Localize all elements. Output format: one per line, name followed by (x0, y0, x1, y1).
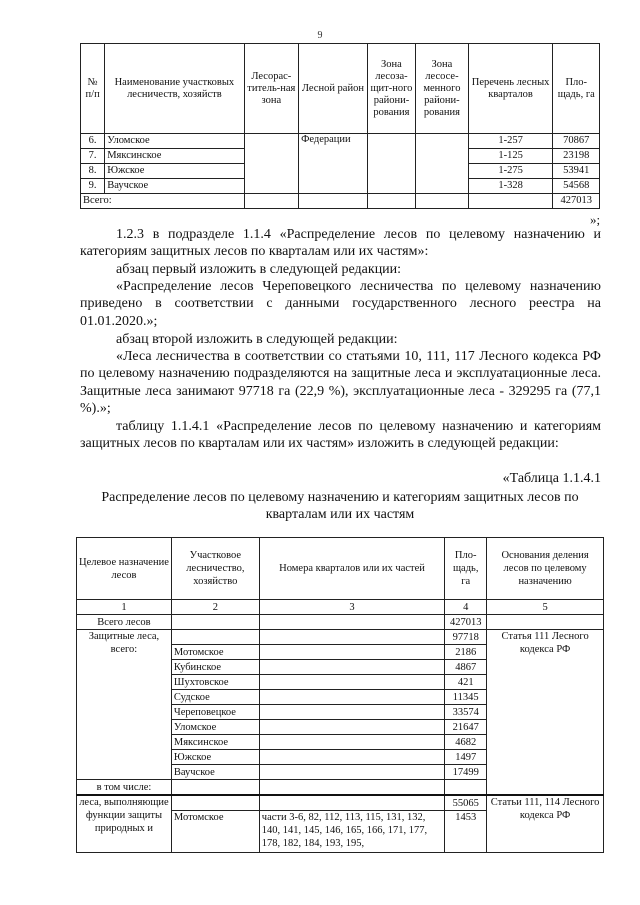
row-district: Федерации (299, 134, 368, 194)
table-total-row (81, 194, 600, 209)
col-number: 5 (487, 600, 604, 615)
header-purpose: Целевое назначение лесов (77, 538, 172, 600)
total-label: Всего: (81, 194, 245, 209)
paragraph-4: абзац второй изложить в следующей редакции: (116, 332, 398, 347)
district-area: 11345 (445, 690, 487, 705)
header-seed-zone: Зона лесосе-менного райони-рования (416, 44, 469, 134)
empty-cell (259, 690, 444, 705)
quarters-list: части 3-6, 82, 112, 113, 115, 131, 132, 140, 141, 145, 146, 165, 166, 171, 177, 178, 182, 184, 193, 195, (259, 811, 444, 853)
table-title: Распределение лесов по целевому назначению и категориям защитных лесов по кварталам или их частям (101, 490, 579, 523)
row-zone (244, 134, 299, 194)
empty-cell (416, 194, 469, 209)
row-name: Южское (105, 164, 244, 179)
empty-cell (259, 780, 444, 796)
row-area: 70867 (553, 134, 600, 149)
empty-cell (487, 615, 604, 630)
empty-cell (259, 615, 444, 630)
empty-cell (259, 720, 444, 735)
quote-end: »; (590, 212, 601, 227)
empty-cell (171, 780, 259, 796)
protective-label: Защитные леса, всего: (77, 630, 172, 780)
row-quarters: 1-257 (468, 134, 553, 149)
header-protect-zone: Зона лесоза-щит-ного райони-рования (367, 44, 415, 134)
table-row (81, 134, 600, 149)
table-label: «Таблица 1.1.4.1 (502, 471, 601, 486)
protective-area: 97718 (445, 630, 487, 645)
empty-cell (171, 630, 259, 645)
district-name: Кубинское (171, 660, 259, 675)
district-name: Мотомское (171, 645, 259, 660)
row-num: 6. (81, 134, 105, 149)
paragraph-1: 1.2.3 в подразделе 1.1.4 «Распределение лесов по целевому назначению и категориям защитных лесов по кварталам или их частям»: (80, 227, 601, 260)
district-area: 17499 (445, 765, 487, 780)
header-quarters: Номера кварталов или их частей (259, 538, 444, 600)
header-district: Лесной район (299, 44, 368, 134)
nature-total-row (77, 795, 604, 811)
row-quarters: 1-328 (468, 179, 553, 194)
row-protect-zone (367, 134, 415, 194)
total-area: 427013 (445, 615, 487, 630)
row-area: 54568 (553, 179, 600, 194)
district-area: 4682 (445, 735, 487, 750)
row-area: 23198 (553, 149, 600, 164)
header-zone: Лесорас-титель-ная зона (244, 44, 299, 134)
header-basis: Основания деления лесов по целевому назначению (487, 538, 604, 600)
district-area: 33574 (445, 705, 487, 720)
paragraph-6: таблицу 1.1.4.1 «Распределение лесов по целевому назначению и категориям защитных лесов по кварталам или их частям» изложить в следующей редакции: (80, 419, 601, 452)
empty-cell (171, 795, 259, 811)
row-name: Ваучское (105, 179, 244, 194)
empty-cell (259, 630, 444, 645)
district-area: 21647 (445, 720, 487, 735)
row-num: 9. (81, 179, 105, 194)
page-number: 9 (317, 30, 323, 41)
district-name: Южское (171, 750, 259, 765)
header-district: Участковое лесничество, хозяйство (171, 538, 259, 600)
total-area: 427013 (553, 194, 600, 209)
col-number: 3 (259, 600, 444, 615)
paragraph-2: абзац первый изложить в следующей редакции: (116, 262, 402, 277)
row-name: Мяксинское (105, 149, 244, 164)
district-name: Череповецкое (171, 705, 259, 720)
header-area: Пло-щадь, га (553, 44, 600, 134)
district-name: Мяксинское (171, 735, 259, 750)
district-name: Судское (171, 690, 259, 705)
district-area: 4867 (445, 660, 487, 675)
row-num: 7. (81, 149, 105, 164)
nature-area: 55065 (445, 795, 487, 811)
total-forests-row (77, 615, 604, 630)
including-label: в том числе: (77, 780, 172, 796)
district-name: Мотомское (171, 811, 259, 853)
district-name: Ваучское (171, 765, 259, 780)
empty-cell (259, 750, 444, 765)
table-header-row (77, 538, 604, 600)
district-name: Шухтовское (171, 675, 259, 690)
protective-basis: Статья 111 Лесного кодекса РФ (487, 630, 604, 796)
empty-cell (445, 780, 487, 796)
empty-cell (171, 615, 259, 630)
header-area: Пло-щадь, га (445, 538, 487, 600)
forestry-districts-table (80, 43, 600, 209)
empty-cell (299, 194, 368, 209)
paragraph-5: «Леса лесничества в соответствии со статьями 10, 111, 117 Лесного кодекса РФ по целевому назначению подразделяются на защитные леса и эксплуатационные леса. Защитные леса занимают 97718 га (22,9 %), эксплуатационные леса - 329295 га (77,1 %).»; (80, 349, 601, 416)
empty-cell (259, 645, 444, 660)
row-quarters: 1-125 (468, 149, 553, 164)
row-num: 8. (81, 164, 105, 179)
empty-cell (244, 194, 299, 209)
paragraph-3: «Распределение лесов Череповецкого лесничества по целевому назначению приведено в соответствии с данными государственного лесного реестра на 01.01.2020.»; (80, 279, 601, 329)
col-number: 1 (77, 600, 172, 615)
district-name: Уломское (171, 720, 259, 735)
row-quarters: 1-275 (468, 164, 553, 179)
nature-label: леса, выполняющие функции защиты природных и (77, 795, 172, 853)
row-seed-zone (416, 134, 469, 194)
row-name: Уломское (105, 134, 244, 149)
district-area: 1453 (445, 811, 487, 853)
empty-cell (259, 675, 444, 690)
empty-cell (259, 735, 444, 750)
empty-cell (367, 194, 415, 209)
nature-basis: Статьи 111, 114 Лесного кодекса РФ (487, 795, 604, 853)
col-number: 4 (445, 600, 487, 615)
col-number: 2 (171, 600, 259, 615)
header-quarters: Перечень лесных кварталов (468, 44, 553, 134)
column-numbers-row (77, 600, 604, 615)
header-name: Наименование участковых лесничеств, хозяйств (105, 44, 244, 134)
row-area: 53941 (553, 164, 600, 179)
empty-cell (259, 765, 444, 780)
district-area: 421 (445, 675, 487, 690)
forest-distribution-table (76, 537, 604, 853)
district-area: 2186 (445, 645, 487, 660)
empty-cell (259, 660, 444, 675)
empty-cell (259, 795, 444, 811)
protective-total-row (77, 630, 604, 645)
empty-cell (468, 194, 553, 209)
empty-cell (259, 705, 444, 720)
header-num: № п/п (81, 44, 105, 134)
table-header-row (81, 44, 600, 134)
total-label: Всего лесов (77, 615, 172, 630)
district-area: 1497 (445, 750, 487, 765)
